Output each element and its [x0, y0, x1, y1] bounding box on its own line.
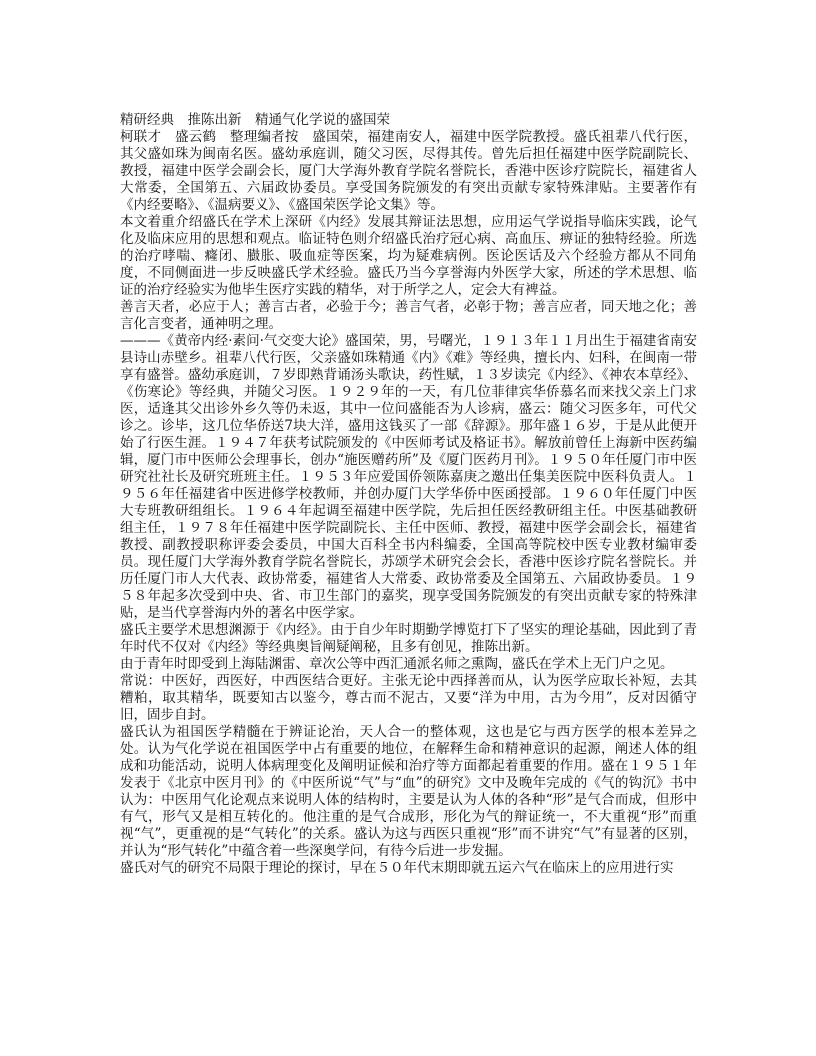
document-title: 精研经典 推陈出新 精通气化学说的盛国荣: [120, 112, 390, 128]
paragraph: 常说：中医好，西医好，中西医结合更好。主张无论中西择善而从，认为医学应取长补短，去其糟粕，取其精华，既要知古以鉴今，尊古而不泥古，又要“洋为中用，古为今用”，反对因循守旧，固步自封。: [120, 673, 697, 723]
paragraph: 盛氏认为祖国医学精髓在于辨证论治，天人合一的整体观，这也是它与西方医学的根本差异之处。认为气化学说在祖国医学中占有重要的地位，在解释生命和精神意识的起源，阐述人体的组成和功能活动，说明人体病理变化及阐明证候和治疗等方面都起着重要的作用。盛在１９５１年发表于《北京中医月刊》的《中医所说“气”与“血”的研究》文中及晚年完成的《气的钩沉》书中认为：中医用气化论观点来说明人体的结构时，主要是认为人体的各种“形”是气合而成，但形中有气，形气又是相互转化的。他注重的是气合成形，形化为气的辩证统一，不大重视“形”而重视“气”，更重视的是“气转化”的关系。盛认为这与西医只重视“形”而不讲究“气”有显著的区别，并认为“形气转化”中蕴含着一些深奥学问，有待今后进一步发掘。: [120, 724, 697, 859]
paragraph: 柯联才 盛云鹤 整理编者按 盛国荣，福建南安人，福建中医学院教授。盛氏祖辈八代行医，其父盛如珠为闽南名医。盛幼承庭训，随父习医，尽得其传。曾先后担任福建中医学院副院长、教授，福建中医学会副会长，厦门大学海外教育学院名誉院长，香港中医诊疗院院长，福建省人大常委，全国第五、六届政协委员。享受国务院颁发的有突出贡献专家特殊津贴。主要著作有《内经要略》、《温病要义》、《盛国荣医学论文集》等。: [120, 129, 697, 213]
paragraph: 本文着重介绍盛氏在学术上深研《内经》发展其辩证法思想，应用运气学说指导临床实践，论气化及临床应用的思想和观点。临证特色则介绍盛氏治疗冠心病、高血压、痹证的独特经验。所选的治疗哮喘、癃闭、臌胀、吸血症等医案，均为疑难病例。医论医话及六个经验方都从不同角度，不同侧面进一步反映盛氏学术经验。盛氏乃当今享誉海内外医学大家，所述的学术思想、临证的治疗经验实为他毕生医疗实践的精华，对于所学之人，定会大有裨益。: [120, 214, 697, 298]
paragraph: 由于青年时即受到上海陆渊雷、章次公等中西汇通派名师之熏陶，盛氏在学术上无门户之见。: [120, 656, 674, 672]
paragraph: 善言天者，必应于人；善言古者，必验于今；善言气者，必彰于物；善言应者，同天地之化；善言化言变者，通神明之理。: [120, 299, 697, 332]
paragraph: 盛氏对气的研究不局限于理论的探讨，早在５０年代末期即就五运六气在临床上的应用进行实: [120, 860, 674, 876]
paragraph: 盛氏主要学术思想渊源于《内经》。由于自少年时期勤学博览打下了坚实的理论基础，因此到了青年时代不仅对《内经》等经典奥旨阐疑阐秘，且多有创见，推陈出新。: [120, 622, 697, 655]
paragraph: ———《黄帝内经·素问·气交变大论》盛国荣，男，号曙光，１９１３年１１月出生于福建省南安县诗山赤壁乡。祖辈八代行医，父亲盛如珠精通《内》《难》等经典，擅长内、妇科，在闽南一带享有盛誉。盛幼承庭训，７岁即熟背诵汤头歌诀，药性赋，１３岁读完《内经》、《神农本草经》、《伤寒论》等经典，并随父习医。１９２９年的一天，有几位菲律宾华侨慕名而来找父亲上门求医，适逢其父出诊外乡久等仍未返，其中一位问盛能否为人诊病，盛云：随父习医多年，可代父诊之。诊毕，这几位华侨送7块大洋，盛用这钱买了一部《辞源》。那年盛１６岁，于是从此便开始了行医生涯。１９４７年获考试院颁发的《中医师考试及格证书》。解放前曾任上海新中医药编辑，厦门市中医师公会理事长，创办“施医赠药所”及《厦门医药月刊》。１９５０年任厦门市中医研究社社长及研究班班主任。１９５３年应爱国侨领陈嘉庚之邀出任集美医院中医科负责人。１９５６年任福建省中医进修学校教师，并创办厦门大学华侨中医函授部。１９６０年任厦门中医大专班教研组组长。１９６４年起调至福建中医学院，先后担任医经教研组主任。中医基础教研组主任，１９７８年任福建中医学院副院长、主任中医师、教授，福建中医学会副会长，福建省教授、副教授职称评委会委员，中国大百科全书内科编委，全国高等院校中医专业教材编审委员。现任厦门大学海外教育学院名誉院长，苏颂学术研究会会长，香港中医诊疗院名誉院长。并历任厦门市人大代表、政协常委，福建省人大常委、政协常委及全国第五、六届政协委员。１９５８年起多次受到中央、省、市卫生部门的嘉奖，现享受国务院颁发的有突出贡献专家的特殊津贴，是当代享誉海内外的著名中医学家。: [120, 333, 697, 621]
